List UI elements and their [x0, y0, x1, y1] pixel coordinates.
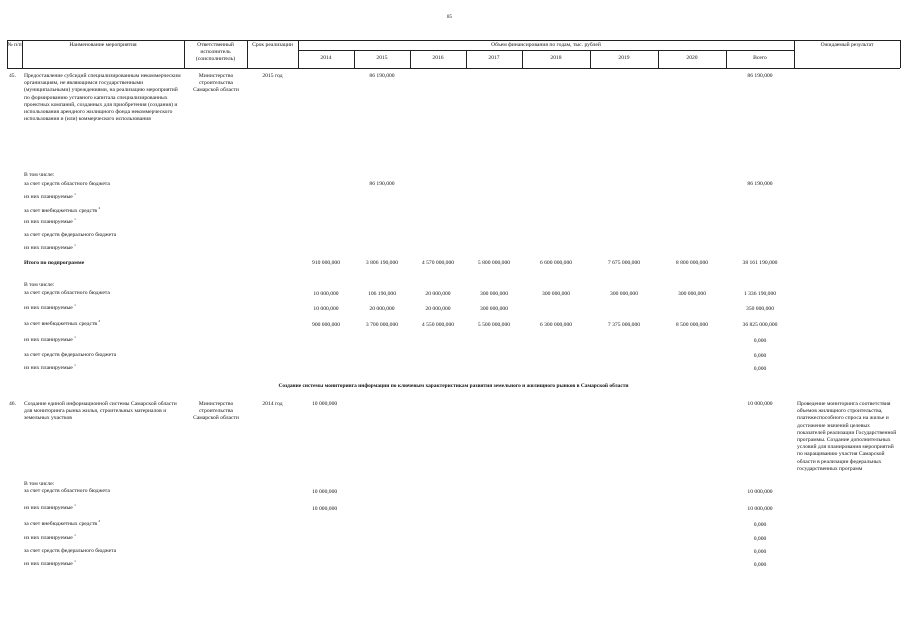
subprogram-regional-total: 1 336 190,000 — [743, 291, 777, 297]
subprogram-total-all: 38 161 190,000 — [742, 260, 778, 266]
subprogram-regional-2018: 300 000,000 — [542, 291, 570, 297]
header-name: Наименование мероприятия — [69, 42, 137, 48]
row-45-planned: из них планируемые $^1$ — [24, 243, 76, 251]
row-45-name: Предоставление субсидий специализированным некоммерческим организациям, не являющимся государственными (муниципальными) учреждениями, на реализацию мероприятий по формированию уставного капитала специализированных проектных компаний, созданных для приобретения (создания) и использования арендного жилищного фонда некоммерческого использования и (или) коммерческого использования — [24, 73, 181, 123]
row-46-2014: 10 000,000 — [312, 401, 338, 407]
subprogram-planned-2014: 10 000,000 — [313, 306, 339, 312]
subprogram-total-2019: 7 675 000,000 — [607, 260, 641, 266]
row-46-federal: за счет средств федерального бюджета — [24, 548, 117, 554]
row-46-planned: из них планируемые $^1$ — [24, 559, 76, 567]
row-46-total: 10 000,000 — [747, 401, 773, 407]
subprogram-regional-2019: 300 000,000 — [610, 291, 638, 297]
subprogram-extrabudget-2015: 3 700 000,000 — [365, 322, 399, 328]
subprogram-regional: за счет средств областного бюджета — [24, 290, 110, 296]
header-vline — [900, 40, 901, 68]
subprogram-extrabudget-2014: 900 000,000 — [312, 322, 340, 328]
row-46-extrabudget: за счет внебюджетных средств $^2$ — [24, 519, 101, 527]
subprogram-extrabudget-2017: 5 500 000,000 — [477, 322, 511, 328]
subprogram-including: В том числе: — [24, 282, 55, 288]
row-45-extrabudget: за счет внебюджетных средств $^2$ — [24, 206, 101, 214]
header-year: 2020 — [686, 55, 698, 61]
section-title: Создание системы мониторинга информации по ключевым характеристикам развития земельного и жилищного рынков в Самарской области — [278, 383, 629, 389]
row-45-regional-total: 86 190,000 — [747, 181, 773, 187]
subprogram-regional-2015: 106 190,000 — [368, 291, 396, 297]
header-year: 2017 — [488, 55, 500, 61]
row-45-term: 2015 год — [262, 73, 283, 79]
subprogram-extrabudget-2018: 6 300 000,000 — [539, 322, 573, 328]
row-45-including: В том числе: — [24, 172, 55, 178]
subprogram-regional-2016: 20 000,000 — [425, 291, 451, 297]
row-46-term: 2014 год — [262, 401, 283, 407]
row-45-planned: из них планируемые $^1$ — [24, 192, 76, 200]
subprogram-total-2016: 4 570 000,000 — [421, 260, 455, 266]
subprogram-extrabudget-2019: 7 375 000,000 — [607, 322, 641, 328]
row-45-executor: Министерство строительства Самарской области — [193, 73, 239, 94]
subprogram-total-2020: 8 800 000,000 — [675, 260, 709, 266]
header-result: Ожидаемый результат — [820, 42, 874, 48]
header-year: 2018 — [550, 55, 562, 61]
row-46-regional-total: 10 000,000 — [747, 489, 773, 495]
subprogram-total-2017: 5 800 000,000 — [477, 260, 511, 266]
subprogram-regional-2014: 10 000,000 — [313, 291, 339, 297]
row-45-federal: за счет средств федерального бюджета — [24, 232, 117, 238]
row-46-regional: за счет средств областного бюджета — [24, 488, 110, 494]
row-46-planned-2014: 10 000,000 — [312, 506, 338, 512]
header-year: 2019 — [618, 55, 630, 61]
subprogram-total-2018: 6 600 000,000 — [539, 260, 573, 266]
row-45-regional: за счет средств областного бюджета — [24, 181, 110, 187]
subprogram-regional-2020: 300 000,000 — [678, 291, 706, 297]
subprogram-planned: из них планируемые $^1$ — [24, 335, 76, 343]
subprogram-federal-total: 0,000 — [753, 353, 767, 359]
subprogram-planned-2016: 20 000,000 — [425, 306, 451, 312]
row-46-including: В том числе: — [24, 481, 55, 487]
header-years-line — [298, 50, 794, 51]
subprogram-planned-2017: 300 000,000 — [480, 306, 508, 312]
subprogram-total-2014: 910 000,000 — [312, 260, 340, 266]
row-46-planned3-total: 0,000 — [753, 562, 767, 568]
row-46-number: 46. — [9, 401, 16, 407]
row-46-result: Проведение мониторинга соответствия объемов жилищного строительства, платежеспособного спроса на жилье и достижение значений целевых показателей реализации Государственной программы. Создание дополнительных условий для планирования мероприятий по наращиванию участия Самарской области в реализации федеральных государственных программ — [797, 401, 897, 472]
header-year: 2016 — [432, 55, 444, 61]
row-45-planned: из них планируемые $^1$ — [24, 217, 76, 225]
header-bottom-line — [7, 68, 900, 69]
subprogram-extrabudget: за счет внебюджетных средств $^2$ — [24, 319, 101, 327]
row-46-planned-total: 10 000,000 — [747, 506, 773, 512]
subprogram-planned-total: 350 000,000 — [746, 306, 774, 312]
subprogram-federal: за счет средств федерального бюджета — [24, 352, 117, 358]
subprogram-regional-2017: 300 000,000 — [480, 291, 508, 297]
row-46-federal-total: 0,000 — [753, 549, 767, 555]
subprogram-extrabudget-2016: 4 550 000,000 — [421, 322, 455, 328]
row-46-executor: Министерство строительства Самарской области — [193, 401, 239, 422]
header-executor: Ответственный исполнитель (соисполнитель) — [195, 42, 236, 62]
row-46-planned: из них планируемые $^1$ — [24, 503, 76, 511]
subprogram-planned: из них планируемые $^1$ — [24, 363, 76, 371]
row-46-regional-2014: 10 000,000 — [312, 489, 338, 495]
header-year: 2015 — [376, 55, 388, 61]
header-funding: Объем финансирования по годам, тыс. рублей — [491, 42, 601, 48]
row-45-2015: 86 190,000 — [369, 73, 395, 79]
header-year: 2014 — [320, 55, 332, 61]
row-46-extrabudget-total: 0,000 — [753, 522, 767, 528]
subprogram-planned3-total: 0,000 — [753, 366, 767, 372]
subprogram-planned: из них планируемые $^1$ — [24, 303, 76, 311]
header-num: № п/п — [7, 42, 22, 48]
subprogram-extrabudget-total: 36 825 000,000 — [742, 322, 778, 328]
subprogram-total-2015: 3 806 190,000 — [365, 260, 399, 266]
row-45-regional-2015: 86 190,000 — [369, 181, 395, 187]
page-number: 85 — [447, 15, 452, 20]
row-45-number: 45. — [9, 73, 16, 79]
header-top-line — [7, 40, 900, 41]
header-total: Всего — [753, 55, 767, 61]
subprogram-total-label: Итого по подпрограмме — [24, 260, 85, 266]
subprogram-planned-2015: 20 000,000 — [369, 306, 395, 312]
subprogram-planned2-total: 0,000 — [753, 338, 767, 344]
subprogram-extrabudget-2020: 8 500 000,000 — [675, 322, 709, 328]
row-46-name: Создание единой информационной системы Самарской области для мониторинга рынка жилья, строительных материалов и земельных участков — [24, 401, 177, 422]
row-46-planned: из них планируемые $^1$ — [24, 533, 76, 541]
row-46-planned2-total: 0,000 — [753, 536, 767, 542]
row-45-total: 86 190,000 — [747, 73, 773, 79]
header-term: Срок реализации — [252, 42, 293, 48]
